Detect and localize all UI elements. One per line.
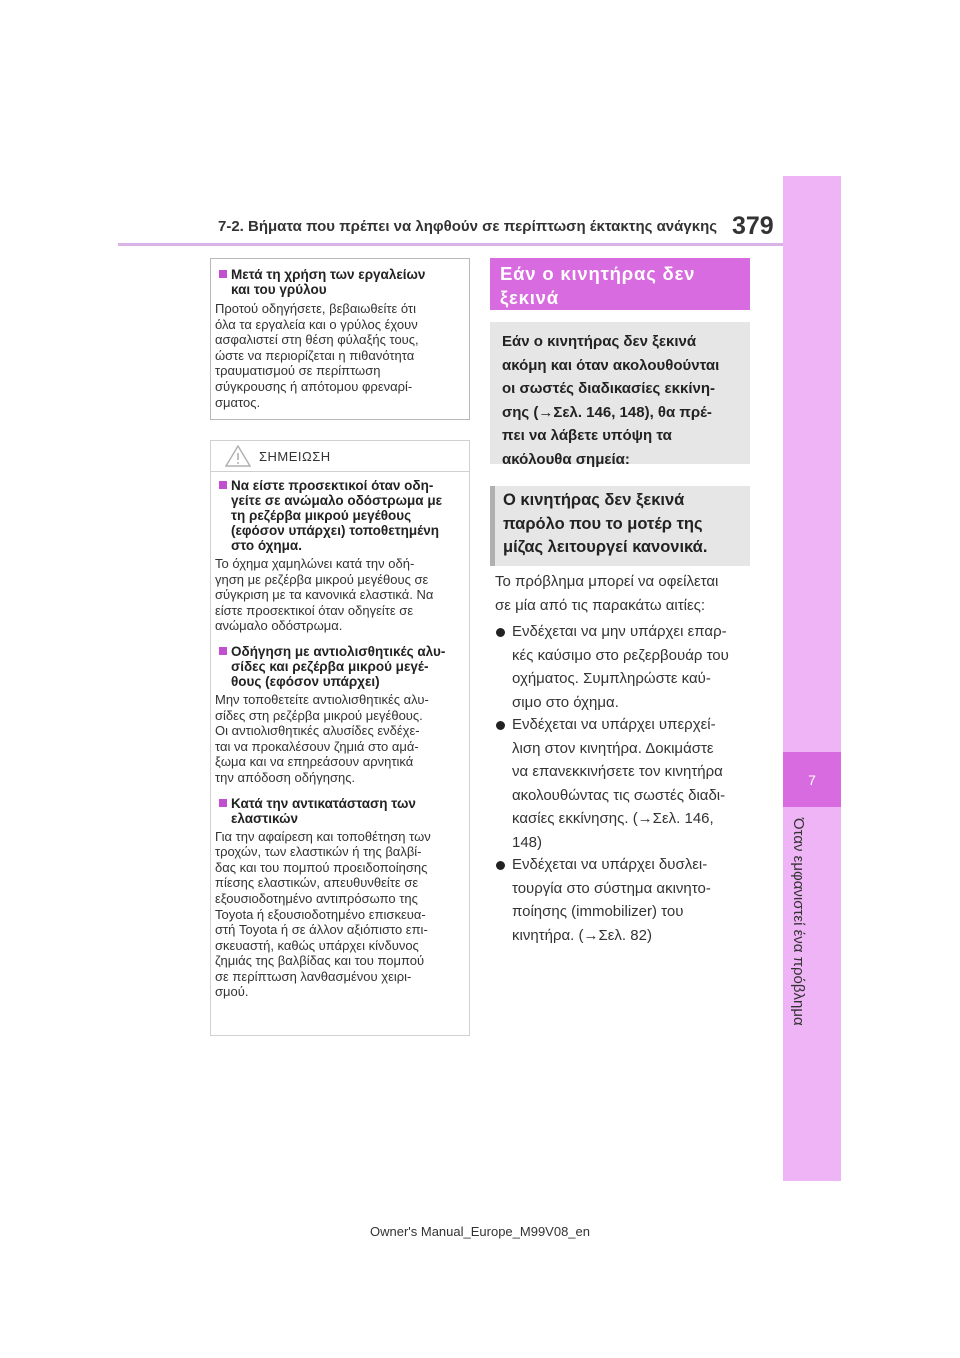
bullet-dot-icon — [496, 861, 505, 870]
note-section-heading-text: Να είστε προσεκτικοί όταν οδη- γείτε σε ανώμαλο οδόστρωμα με τη ρεζέρβα μικρού μεγέθους (εφόσον υπάρχει) τοποθετημένη στο όχημα. — [231, 478, 443, 553]
list-item — [494, 853, 759, 947]
subheading-box — [490, 486, 750, 566]
note-section-body: Μην τοποθετείτε αντιολισθητικές αλυ- σίδες στη ρεζέρβα μικρού μεγέθους. Οι αντιολισθητικές αλυσίδες ενδέχε- ται να προκαλέσουν ζημιά στο αμά- ξωμα και να επηρεάσουν αρνητικά την απόδοση οδήγησης. — [215, 691, 429, 785]
note-section-heading — [215, 478, 465, 553]
chapter-side-label: Όταν εμφανιστεί ένα πρόβλημα — [790, 818, 807, 1026]
note-title: ΣΗΜΕΙΩΣΗ — [259, 449, 331, 464]
square-bullet-icon — [219, 270, 227, 278]
info-box — [490, 322, 750, 468]
section-title-bar — [490, 258, 750, 310]
section-title: Εάν ο κινητήρας δεν ξεκινά — [500, 263, 696, 308]
page-number: 379 — [732, 212, 774, 240]
tools-jack-heading — [215, 267, 465, 297]
note-section-heading-text: Κατά την αντικατάσταση των ελαστικών — [231, 795, 416, 826]
warning-triangle-icon — [225, 445, 251, 467]
intro-paragraph: Το πρόβλημα μπορεί να οφείλεται σε μία από τις παρακάτω αιτίες: — [495, 573, 719, 614]
list-item — [494, 713, 759, 854]
header-rule — [118, 243, 783, 246]
tools-jack-heading-text: Μετά τη χρήση των εργαλείων και του γρύλου — [231, 267, 426, 297]
subheading-text: Ο κινητήρας δεν ξεκινά παρόλο που το μοτέρ της μίζας λειτουργεί κανονικά. — [503, 491, 708, 556]
page-footer: Owner's Manual_Europe_M99V08_en — [369, 1224, 590, 1239]
info-box-text: Εάν ο κινητήρας δεν ξεκινά ακόμη και όταν ακολουθούνται οι σωστές διαδικασίες εκκίνη- σης (→Σελ. 146, 148), θα πρέ- πει να λάβετε υπόψη τα ακόλουθα σημεία: — [502, 333, 720, 468]
square-bullet-icon — [219, 647, 227, 655]
note-box — [210, 440, 470, 1036]
bullet-dot-icon — [496, 628, 505, 637]
list-item-text: Ενδέχεται να μην υπάρχει επαρ- κές καύσιμο στο ρεζερβουάρ του οχήματος. Συμπληρώστε καύ- σιμο στο όχημα. — [512, 623, 729, 711]
list-item-text: Ενδέχεται να υπάρχει υπερχεί- λιση στον κινητήρα. Δοκιμάστε να επανεκκινήσετε τον κινητήρα ακολουθώντας τις σωστές διαδι- κασίες εκκίνησης. (→Σελ. 146, 148) — [512, 716, 726, 851]
square-bullet-icon — [219, 799, 227, 807]
note-section-heading — [215, 796, 465, 826]
note-section-body: Για την αφαίρεση και τοποθέτηση των τροχών, των ελαστικών ή της βαλβί- δας και του πομπού προειδοποίησης πίεσης ελαστικών, απευθυνθείτε σε εξουσιοδοτημένο αντιπρόσωπο της Toyota ή εξουσιοδοτημένο επισκευα- στή Toyota ή σε άλλον αξιόπιστο επι- σκευαστή, καθώς υπάρχει κίνδυνος ζημιάς της βαλβίδας και του πομπού σε περίπτωση λανθασμένου χειρι- σμού. — [215, 828, 431, 1000]
chapter-number: 7 — [808, 772, 816, 788]
square-bullet-icon — [219, 481, 227, 489]
note-section-heading-text: Οδήγηση με αντιολισθητικές αλυ- σίδες και ρεζέρβα μικρού μεγέ- θους (εφόσον υπάρχει) — [231, 643, 446, 689]
tools-jack-box — [210, 258, 470, 420]
note-header — [211, 441, 469, 472]
chapter-number-tab[interactable] — [783, 752, 841, 807]
page-header-title: 7-2. Βήματα που πρέπει να ληφθούν σε περίπτωση έκτακτης ανάγκης — [218, 218, 718, 235]
note-section-heading — [215, 644, 465, 689]
list-item-text: Ενδέχεται να υπάρχει δυσλει- τουργία στο σύστημα ακινητο- ποίησης (immobilizer) του κινητήρα. (→Σελ. 82) — [512, 856, 711, 944]
list-item — [494, 620, 759, 714]
chapter-side-tab — [783, 176, 841, 1181]
note-section-body: Το όχημα χαμηλώνει κατά την οδή- γηση με ρεζέρβα μικρού μεγέθους σε σύγκριση με τα κανονικά ελαστικά. Να είστε προσεκτικοί όταν οδηγείτε σε ανώμαλο οδόστρωμα. — [215, 556, 434, 634]
tools-jack-body: Προτού οδηγήσετε, βεβαιωθείτε ότι όλα τα εργαλεία και ο γρύλος έχουν ασφαλιστεί στη θέση φύλαξής τους, ώστε να περιορίζεται η πιθανότητα τραυματισμού σε περίπτωση σύγκρουσης ή απότομου φρεναρί- σματος. — [215, 301, 419, 410]
bullet-dot-icon — [496, 721, 505, 730]
